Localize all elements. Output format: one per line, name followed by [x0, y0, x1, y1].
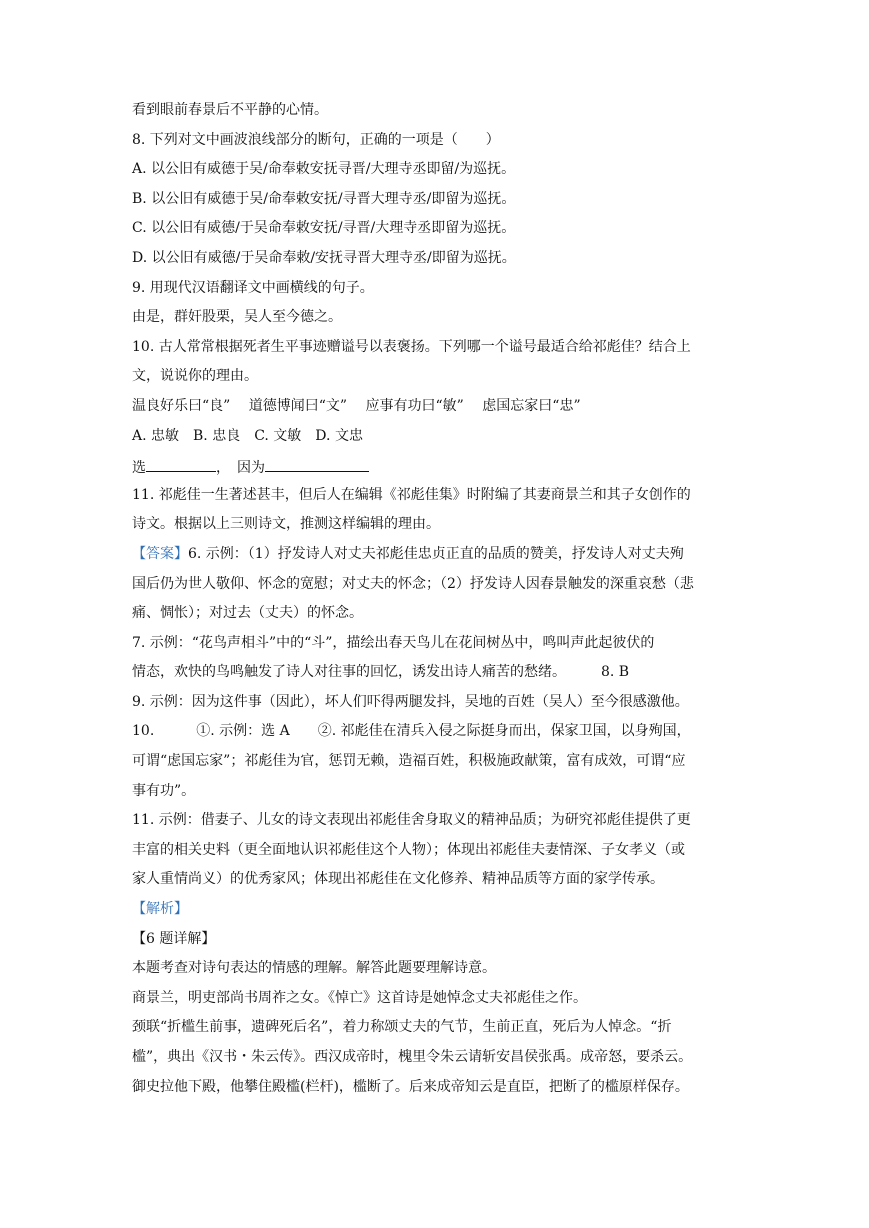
fill-in-line	[132, 455, 744, 475]
analysis-line: 槛”，典出《汉书・朱云传》。西汉成帝时，槐里令朱云请斩安昌侯张禹。成帝怒，要杀云。	[132, 1049, 693, 1065]
answer-line: 情态，欢快的鸟鸣触发了诗人对往事的回忆，诱发出诗人痛苦的愁绪。 8. B	[132, 664, 630, 681]
option-a: A. 以公旧有威德于吴/命奉敕安抚寻晋/大理寺丞即留/为巡抚。	[132, 161, 516, 178]
analysis-line: 本题考查对诗句表达的情感的理解。解答此题要理解诗意。	[132, 960, 496, 977]
fill-prefix: 选	[132, 460, 146, 477]
option-c: C. 以公旧有威德/于吴命奉敕安抚/寻晋/大理寺丞即留为巡抚。	[132, 220, 516, 237]
analysis-line: 颈联“折槛生前事，遗碑死后名”，着力称颂丈夫的气节，生前正直，死后为人悼念。“折	[132, 1019, 672, 1036]
answer-tag: 【答案】	[132, 545, 188, 562]
answer-line: 国后仍为世人敬仰、怀念的宽慰；对丈夫的怀念；（2）抒发诗人因春景触发的深重哀愁（悲	[132, 575, 694, 592]
question-8-stem: 8. 下列对文中画波浪线部分的断句，正确的一项是（ ）	[132, 131, 500, 148]
question-10-options: A. 忠敏 B. 忠良 C. 文敏 D. 文忠	[132, 427, 363, 444]
question-9-sentence: 由是，群奸股栗，吴人至今德之。	[132, 309, 342, 326]
text-line: 看到眼前春景后不平静的心情。	[132, 102, 328, 118]
fill-middle: ， 因为	[216, 460, 265, 477]
option-b: B. 以公旧有威德于吴/命奉敕安抚/寻晋大理寺丞/即留为巡抚。	[132, 190, 516, 207]
answer-line: 丰富的相关史料（更全面地认识祁彪佳这个人物）；体现出祁彪佳夫妻情深、子女孝义（或	[132, 841, 685, 858]
answer-line: 事有功”。	[132, 782, 196, 799]
analysis-tag: 【解析】	[132, 901, 188, 918]
posthumous-title-list: 温良好乐曰“良” 道德博闻曰“文” 应事有功曰“敏” 虑国忘家曰“忠”	[132, 397, 581, 414]
answer-blank-reason	[265, 455, 369, 472]
document-body	[132, 100, 744, 1106]
answer-line: 可谓“虑国忘家”；祁彪佳为官，惩罚无赖，造福百姓，积极施政献策，富有成效，可谓“应	[132, 753, 686, 770]
question-11-stem: 11. 祁彪佳一生著述甚丰，但后人在编辑《祁彪佳集》时附编了其妻商景兰和其子女创作的	[132, 486, 691, 503]
question-10-stem: 10. 古人常常根据死者生平事迹赠谥号以表褒扬。下列哪一个谥号最适合给祁彪佳？结合上	[132, 338, 691, 355]
question-11-stem-cont: 诗文。根据以上三则诗文，推测这样编辑的理由。	[132, 516, 440, 533]
answer-blank-choice	[146, 455, 216, 472]
question-10-stem-cont: 文，说说你的理由。	[132, 368, 258, 385]
analysis-line: 商景兰，明吏部尚书周祚之女。《悼亡》这首诗是她悼念丈夫祁彪佳之作。	[132, 989, 587, 1006]
analysis-line: 【6 题详解】	[132, 930, 216, 947]
question-9-stem: 9. 用现代汉语翻译文中画横线的句子。	[132, 279, 374, 296]
answer-line: 10. ①. 示例：选 A ②. 祁彪佳在清兵入侵之际挺身而出，保家卫国，以身殉国，	[132, 723, 691, 740]
answer-line: 痛、惆怅）；对过去（丈夫）的怀念。	[132, 605, 363, 622]
analysis-line: 御史拉他下殿，他攀住殿槛(栏杆)，槛断了。后来成帝知云是直臣，把断了的槛原样保存。	[132, 1078, 689, 1095]
answer-line: 11. 示例：借妻子、儿女的诗文表现出祁彪佳舍身取义的精神品质；为研究祁彪佳提供了更	[132, 812, 691, 829]
answer-line: 家人重情尚义）的优秀家风；体现出祁彪佳在文化修养、精神品质等方面的家学传承。	[132, 871, 664, 888]
answer-text: 6. 示例：（1）抒发诗人对丈夫祁彪佳忠贞正直的品质的赞美，抒发诗人对丈夫殉	[188, 545, 684, 562]
answer-line: 9. 示例：因为这件事（因此），坏人们吓得两腿发抖，吴地的百姓（吴人）至今很感激他。	[132, 693, 689, 710]
answer-first-line	[132, 544, 744, 564]
option-d: D. 以公旧有威德/于吴命奉敕/安抚寻晋大理寺丞/即留为巡抚。	[132, 249, 516, 266]
answer-line: 7. 示例：“花鸟声相斗”中的“斗”，描绘出春天鸟儿在花间树丛中，鸣叫声此起彼伏的	[132, 634, 655, 651]
